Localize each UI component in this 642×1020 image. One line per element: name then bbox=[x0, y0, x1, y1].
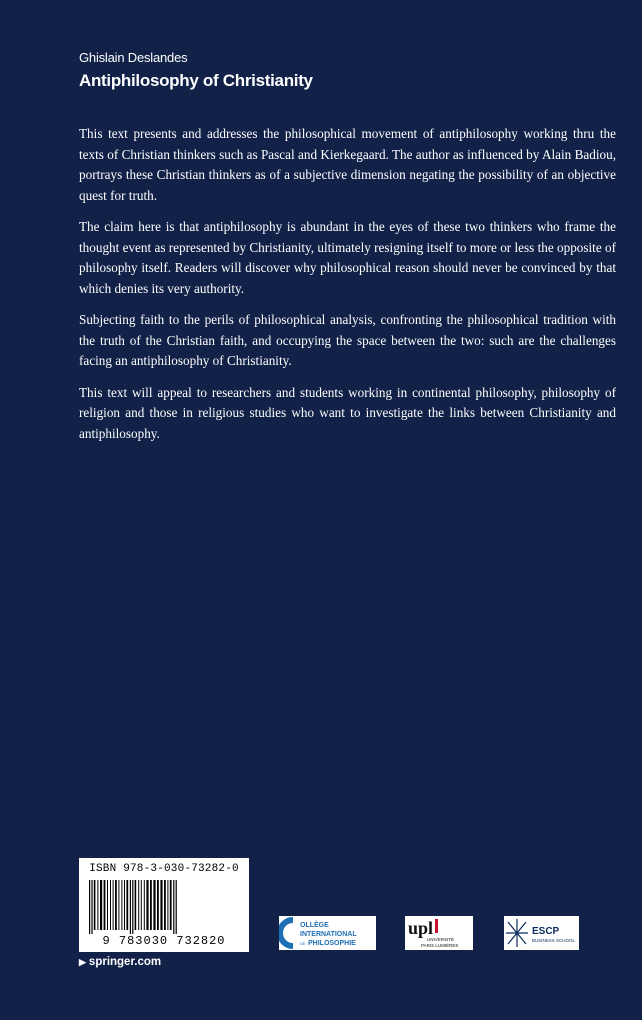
barcode-bar bbox=[157, 880, 159, 930]
barcode-bar bbox=[173, 880, 174, 934]
barcode-bar bbox=[167, 880, 168, 930]
barcode-bar bbox=[94, 880, 96, 930]
back-cover-blurb bbox=[79, 124, 616, 455]
upl-logo-graphic bbox=[405, 916, 473, 950]
blurb-paragraph: This text will appeal to researchers and students working in continental philosophy, philosophy of religion and those in religious studies who want to investigate the links between Christianity and antiphilosophy. bbox=[79, 384, 616, 441]
cip-logo-graphic bbox=[279, 916, 376, 950]
barcode-bar bbox=[138, 880, 139, 930]
barcode-bar bbox=[164, 880, 166, 930]
upl-line2: PARIS LUMIÈRES bbox=[421, 943, 459, 948]
publisher-link[interactable] bbox=[79, 956, 161, 968]
barcode-bar bbox=[115, 880, 117, 930]
barcode-bar bbox=[141, 880, 142, 930]
book-title: Antiphilosophy of Christianity bbox=[79, 71, 313, 90]
isbn-barcode bbox=[79, 858, 249, 952]
barcode-bars bbox=[87, 880, 241, 934]
escp-logo-graphic bbox=[504, 916, 579, 950]
barcode-bar bbox=[176, 880, 177, 934]
barcode-bar bbox=[113, 880, 114, 930]
barcode-bar bbox=[130, 880, 131, 934]
upl-red-bar bbox=[435, 919, 438, 933]
cip-line2: INTERNATIONAL bbox=[300, 931, 357, 938]
barcode-bar bbox=[160, 880, 162, 930]
barcode-bar bbox=[107, 880, 108, 930]
upl-mark: upl bbox=[408, 918, 434, 938]
escp-name: ESCP bbox=[532, 926, 560, 937]
blurb-paragraph: The claim here is that antiphilosophy is abundant in the eyes of these two thinkers who frame the thought event as represented by Christianity, ultimately resigning itself to more or less the opposite of philosophy itself. Readers will discover why philosophical reason should never be convinced by that which denies its very authority. bbox=[79, 219, 616, 296]
barcode-bar bbox=[110, 880, 111, 930]
escp-logo bbox=[504, 916, 579, 950]
barcode-bar bbox=[121, 880, 122, 930]
barcode-bar bbox=[91, 880, 92, 934]
barcode-bar bbox=[170, 880, 172, 930]
blurb-paragraph: This text presents and addresses the philosophical movement of antiphilosophy working thru the texts of Christian thinkers such as Pascal and Kierkegaard. The author as influenced by Alain Badiou, portrays these Christian thinkers as of a subjective dimension negating the possibility of an objective quest for truth. bbox=[79, 126, 616, 203]
escp-sub: BUSINESS SCHOOL bbox=[532, 938, 576, 943]
barcode-bar bbox=[146, 880, 148, 930]
publisher-website: springer.com bbox=[88, 956, 162, 968]
barcode-bar bbox=[126, 880, 128, 930]
barcode-bar bbox=[100, 880, 102, 930]
cip-line3: PHILOSOPHIE bbox=[308, 940, 356, 947]
isbn-label: ISBN 978-3-030-73282-0 bbox=[89, 863, 239, 875]
barcode-bar bbox=[118, 880, 119, 930]
upl-logo bbox=[405, 916, 473, 950]
barcode-bar bbox=[89, 880, 90, 934]
barcode-bar bbox=[104, 880, 106, 930]
barcode-bar bbox=[153, 880, 155, 930]
barcode-bar bbox=[144, 880, 145, 930]
barcode-bar bbox=[97, 880, 98, 930]
author-name: Ghislain Deslandes bbox=[79, 50, 188, 65]
triangle-right-icon: ▶ bbox=[79, 957, 86, 967]
barcode-bar bbox=[150, 880, 152, 930]
barcode-number: 9 783030 732820 bbox=[102, 934, 226, 948]
escp-star-icon bbox=[506, 919, 528, 947]
college-international-philosophie-logo bbox=[279, 916, 376, 950]
barcode-bar bbox=[124, 880, 125, 930]
barcode-bar bbox=[132, 880, 133, 934]
barcode-bar bbox=[135, 880, 137, 930]
upl-line1: UNIVERSITÉ bbox=[427, 937, 455, 942]
blurb-paragraph: Subjecting faith to the perils of philosophical analysis, confronting the philosophical tradition with the truth of the Christian faith, and occupying the space between the two: such are the challenges facing an antiphilosophy of Christianity. bbox=[79, 312, 616, 368]
cip-prefix: DE bbox=[300, 941, 306, 946]
cip-line1: OLLÈGE bbox=[300, 922, 329, 929]
